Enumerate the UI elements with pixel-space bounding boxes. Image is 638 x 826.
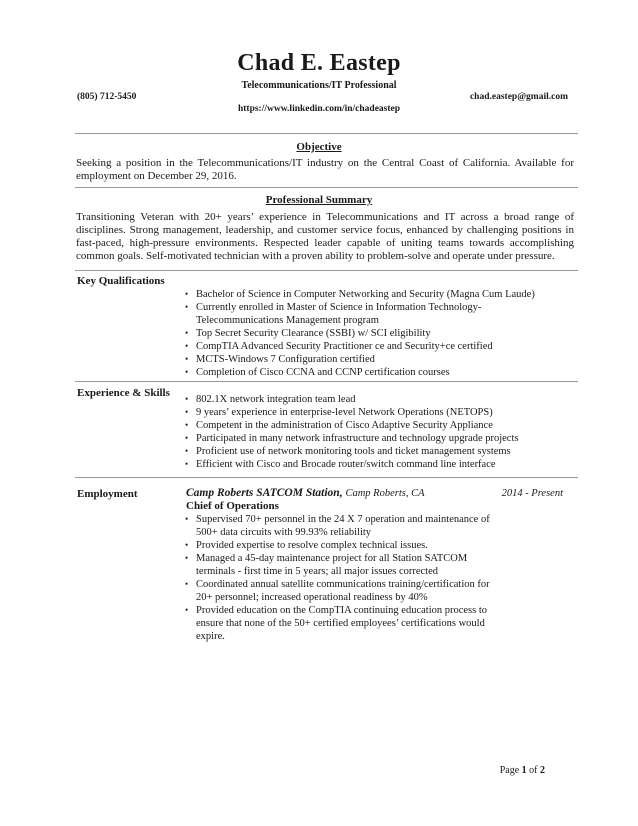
company-name: Camp Roberts SATCOM Station, — [186, 487, 343, 499]
skills-label: Experience & Skills — [77, 387, 170, 399]
list-item: • Participated in many network infrastructure and technology upgrade projects — [184, 432, 574, 445]
employer-name — [186, 487, 425, 499]
employment-list — [184, 513, 494, 643]
resume-subtitle: Telecommunications/IT Professional — [241, 80, 397, 91]
summary-text: Transitioning Veteran with 20+ years’ experience in Telecommunications and IT across a broad range of disciplines. Strong management, leadership, and customer service focus, enhanced by challenging positions in fast-paced, high-pressure environments. Respected leader capable of uniting teams towards accomplishing common goals. Self-motivated technician with a proven ability to problem-solve and operate under pressure. — [76, 211, 574, 262]
job-title: Chief of Operations — [186, 500, 279, 512]
list-item: • Provided expertise to resolve complex technical issues. — [184, 539, 494, 552]
list-item: • Managed a 45-day maintenance project for all Station SATCOM terminals - first time in 5 years; all major issues corrected — [184, 552, 494, 578]
list-item: • Proficient use of network monitoring tools and ticket management systems — [184, 445, 574, 458]
list-item: • Top Secret Security Clearance (SSBI) w/ SCI eligibility — [184, 327, 564, 340]
list-item: • Competent in the administration of Cisco Adaptive Security Appliance — [184, 419, 574, 432]
summary-title: Professional Summary — [265, 194, 373, 206]
divider-skills — [75, 477, 578, 478]
resume-name: Chad E. Eastep — [237, 50, 401, 76]
objective-text: Seeking a position in the Telecommunications/IT industry on the Central Coast of California. Available for employment on December 29, 2016. — [76, 157, 574, 182]
list-item: • MCTS-Windows 7 Configuration certified — [184, 353, 564, 366]
divider-qualifications — [75, 381, 578, 382]
list-item: • 802.1X network integration team lead — [184, 393, 574, 406]
list-item: • CompTIA Advanced Security Practitioner ce and Security+ce certified — [184, 340, 564, 353]
email-address[interactable]: chad.eastep@gmail.com — [469, 92, 568, 102]
list-item: • Supervised 70+ personnel in the 24 X 7 operation and maintenance of 500+ data circuits with 99.93% reliability — [184, 513, 494, 539]
skills-list — [184, 393, 574, 471]
divider-summary — [75, 270, 578, 271]
list-item: • Currently enrolled in Master of Science in Information Technology-Telecommunications Management program — [184, 301, 564, 327]
list-item: • Bachelor of Science in Computer Networking and Security (Magna Cum Laude) — [184, 288, 564, 301]
qualifications-label: Key Qualifications — [77, 275, 165, 287]
divider-objective — [75, 187, 578, 188]
employment-dates: 2014 - Present — [501, 488, 563, 499]
phone-number: (805) 712-5450 — [77, 92, 137, 102]
divider-top — [75, 133, 578, 134]
page-number — [500, 765, 545, 776]
list-item: • Coordinated annual satellite communications training/certification for 20+ personnel; increased operational readiness by 40% — [184, 578, 494, 604]
list-item: • Provided education on the CompTIA continuing education process to ensure that none of the 50+ certified employees’ certifications would expire. — [184, 604, 494, 643]
page-total: 2 — [540, 765, 545, 776]
objective-title: Objective — [296, 141, 342, 153]
qualifications-list — [184, 288, 564, 379]
company-location: Camp Roberts, CA — [345, 488, 425, 499]
list-item: • 9 years’ experience in enterprise-level Network Operations (NETOPS) — [184, 406, 574, 419]
employment-label: Employment — [77, 488, 138, 500]
page-word: Page — [499, 765, 520, 776]
list-item: • Completion of Cisco CCNA and CCNP certification courses — [184, 366, 564, 379]
page-current: 1 — [521, 765, 527, 776]
page-of-word: of — [529, 765, 538, 776]
linkedin-url[interactable]: https://www.linkedin.com/in/chadeastep — [237, 104, 401, 114]
list-item: • Efficient with Cisco and Brocade router/switch command line interface — [184, 458, 574, 471]
